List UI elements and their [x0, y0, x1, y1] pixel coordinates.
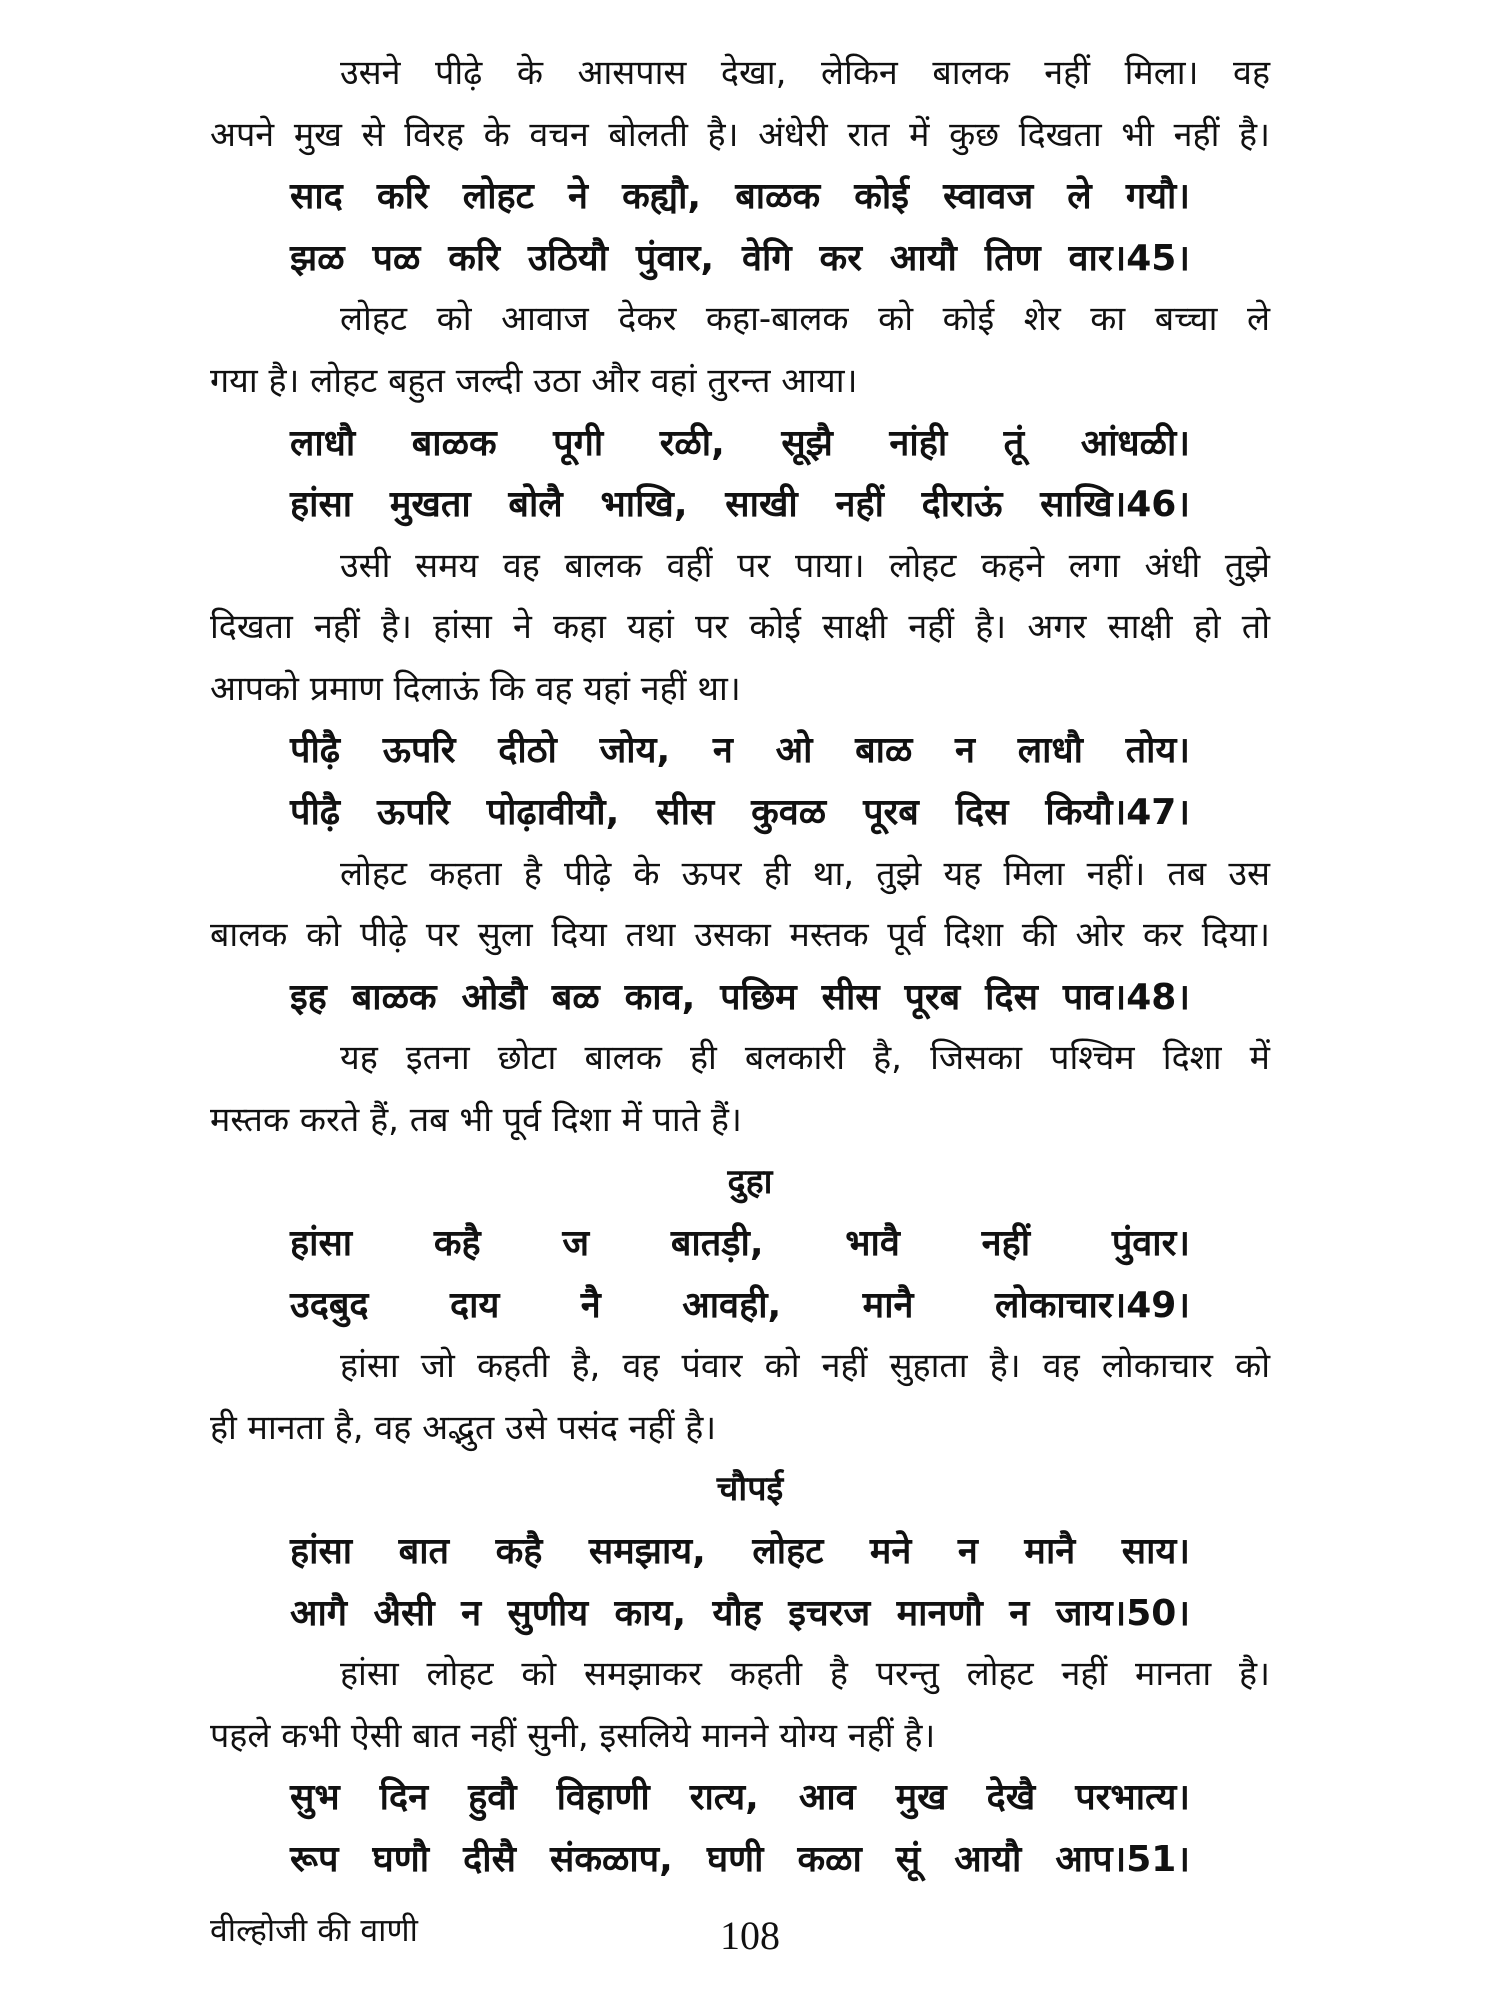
verse-line: झळ पळ करि उठियौ पुंवार, वेगि कर आयौ तिण वार।45। [290, 238, 1190, 279]
prose-line: अपने मुख से विरह के वचन बोलती है। अंधेरी रात में कुछ दिखता भी नहीं है। [210, 115, 1270, 155]
verse-line: पीढ़ै ऊपरि पोढ़ावीयौ, सीस कुवळ पूरब दिस कियौ।47। [290, 792, 1190, 833]
verse-line: रूप घणौ दीसै संकळाप, घणी कळा सूं आयौ आप।51। [290, 1839, 1190, 1880]
verse-line: लाधौ बाळक पूगी रळी, सूझै नांही तूं आंधळी। [290, 423, 1190, 464]
prose-line: आपको प्रमाण दिलाऊं कि वह यहां नहीं था। [210, 669, 741, 709]
book-title-footer: वील्होजी की वाणी [210, 1911, 418, 1949]
verse-line: इह बाळक ओडौ बळ काव, पछिम सीस पूरब दिस पाव।48। [290, 977, 1190, 1018]
prose-line: पहले कभी ऐसी बात नहीं सुनी, इसलिये मानने योग्य नहीं है। [210, 1716, 936, 1756]
prose-line: उसी समय वह बालक वहीं पर पाया। लोहट कहने लगा अंधी तुझे [340, 546, 1270, 586]
verse-line: सुभ दिन हुवौ विहाणी रात्य, आव मुख देखै परभात्य। [290, 1777, 1190, 1818]
prose-line: दिखता नहीं है। हांसा ने कहा यहां पर कोई साक्षी नहीं है। अगर साक्षी हो तो [210, 607, 1270, 647]
prose-line: लोहट कहता है पीढ़े के ऊपर ही था, तुझे यह मिला नहीं। तब उस [340, 854, 1270, 894]
verse-line: हांसा कहै ज बातड़ी, भावै नहीं पुंवार। [290, 1223, 1190, 1264]
section-heading: चौपई [716, 1469, 784, 1509]
section-heading: दुहा [727, 1162, 773, 1202]
page-number: 108 [720, 1913, 780, 1958]
verse-line: पीढ़ै ऊपरि दीठो जोय, न ओ बाळ न लाधौ तोय। [290, 730, 1190, 771]
prose-line: ही मानता है, वह अद्भुत उसे पसंद नहीं है। [210, 1408, 717, 1448]
prose-line: यह इतना छोटा बालक ही बलकारी है, जिसका पश्चिम दिशा में [340, 1038, 1270, 1078]
verse-line: उदबुद दाय नै आवही, मानै लोकाचार।49। [290, 1285, 1190, 1326]
prose-line: लोहट को आवाज देकर कहा-बालक को कोई शेर का बच्चा ले [340, 299, 1270, 339]
prose-line: उसने पीढ़े के आसपास देखा, लेकिन बालक नहीं मिला। वह [340, 53, 1270, 93]
prose-line: गया है। लोहट बहुत जल्दी उठा और वहां तुरन्त आया। [210, 361, 858, 401]
verse-line: हांसा बात कहै समझाय, लोहट मने न मानै साय। [290, 1531, 1190, 1572]
prose-line: हांसा जो कहती है, वह पंवार को नहीं सुहाता है। वह लोकाचार को [340, 1346, 1270, 1386]
verse-line: आगै अैसी न सुणीय काय, यौह इचरज मानणौ न जाय।50। [290, 1593, 1190, 1634]
prose-line: मस्तक करते हैं, तब भी पूर्व दिशा में पाते हैं। [210, 1100, 742, 1140]
verse-line: हांसा मुखता बोलै भाखि, साखी नहीं दीराऊं साखि।46। [290, 484, 1190, 525]
verse-line: साद करि लोहट ने कह्यौ, बाळक कोई स्वावज ले गयौ। [290, 176, 1190, 217]
prose-line: हांसा लोहट को समझाकर कहती है परन्तु लोहट नहीं मानता है। [340, 1654, 1270, 1694]
prose-line: बालक को पीढ़े पर सुला दिया तथा उसका मस्तक पूर्व दिशा की ओर कर दिया। [210, 915, 1270, 955]
